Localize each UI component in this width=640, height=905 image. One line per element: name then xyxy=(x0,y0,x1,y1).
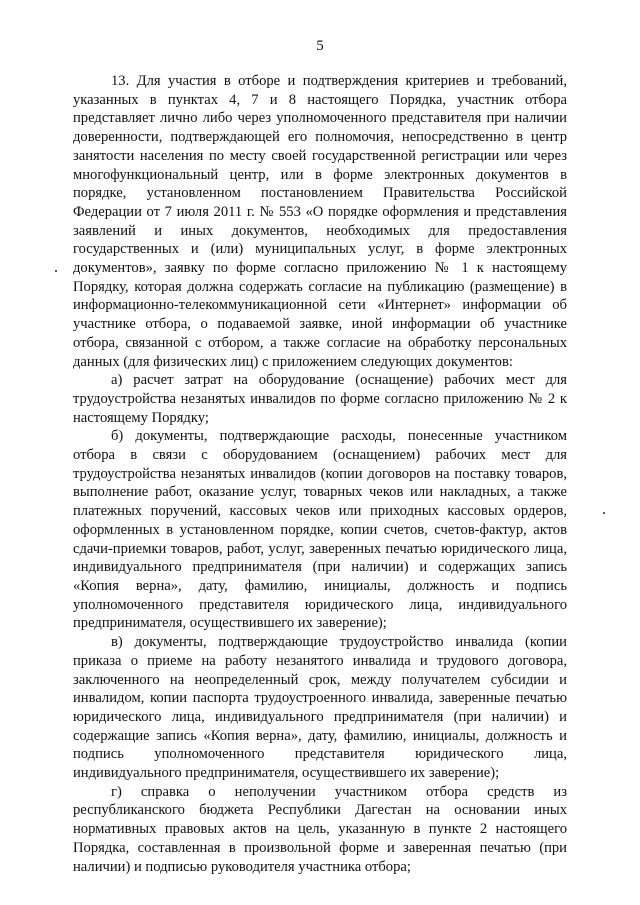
page-number: 5 xyxy=(316,38,324,54)
scan-speck xyxy=(603,512,605,514)
paragraph-item-b: б) документы, подтверждающие расходы, понесенные участником отбора в связи с оборудованием (оснащением) рабочих мест для трудоустройства незанятых инвалидов (копии договоров на поставку товаров, выполнение работ, оказание услуг, товарных чеков или накладных, а также платежных поручений, кассовых чеков или приходных кассовых ордеров, оформленных в установленном порядке, копии счетов, счетов-фактур, актов сдачи-приемки товаров, работ, услуг, заверенных печатью юридического лица, индивидуального предпринимателя (при наличии) и содержащих запись «Копия верна», дату, фамилию, инициалы, должность и подпись уполномоченного представителя юридического лица, индивидуального предпринимателя, осуществившего их заверение); xyxy=(73,428,567,632)
paragraph-item-v: в) документы, подтверждающие трудоустройство инвалида (копии приказа о приеме на работу незанятого инвалида и трудового договора, заключенного на неопределенный срок, между получателем субсидии и инвалидом, копии паспорта трудоустроенного инвалида, заверенные печатью юридического лица, индивидуального предпринимателя (при наличии) и содержащие запись «Копия верна», дату, фамилию, инициалы, должность и подпись уполномоченного представителя юридического лица, индивидуального предпринимателя, осуществившего их заверение); xyxy=(73,634,567,782)
paragraph-item-g: г) справка о неполучении участником отбора средств из республиканского бюджета Республики Дагестан на основании иных нормативных правовых актов на цель, указанную в пункте 2 настоящего Порядка, составленная в произвольной форме и заверенная печатью (при наличии) и подписью руководителя участника отбора; xyxy=(73,783,567,875)
paragraph-item-a: а) расчет затрат на оборудование (оснащение) рабочих мест для трудоустройства незанятых инвалидов по форме согласно приложению № 2 к настоящему Порядку; xyxy=(73,372,567,426)
scan-speck xyxy=(55,270,57,272)
document-body xyxy=(73,72,567,876)
paragraph-13: 13. Для участия в отборе и подтверждения критериев и требований, указанных в пунктах 4, 7 и 8 настоящего Порядка, участник отбора представляет лично либо через уполномоченного представителя при наличии доверенности, подтверждающей его полномочия, непосредственно в центр занятости населения по месту своей государственной регистрации или через многофункциональный центр, или в форме электронных документов в порядке, установленном постановлением Правительства Российской Федерации от 7 июля 2011 г. № 553 «О порядке оформления и представления заявлений и иных документов, необходимых для предоставления государственных и (или) муниципальных услуг, в форме электронных документов», заявку по форме согласно приложению № 1 к настоящему Порядку, которая должна содержать согласие на публикацию (размещение) в информационно-телекоммуникационной сети «Интернет» информации об участнике отбора, о подаваемой заявке, иной информации об участнике отбора, связанной с отбором, а также согласие на обработку персональных данных (для физических лиц) с приложением следующих документов: xyxy=(73,73,567,370)
